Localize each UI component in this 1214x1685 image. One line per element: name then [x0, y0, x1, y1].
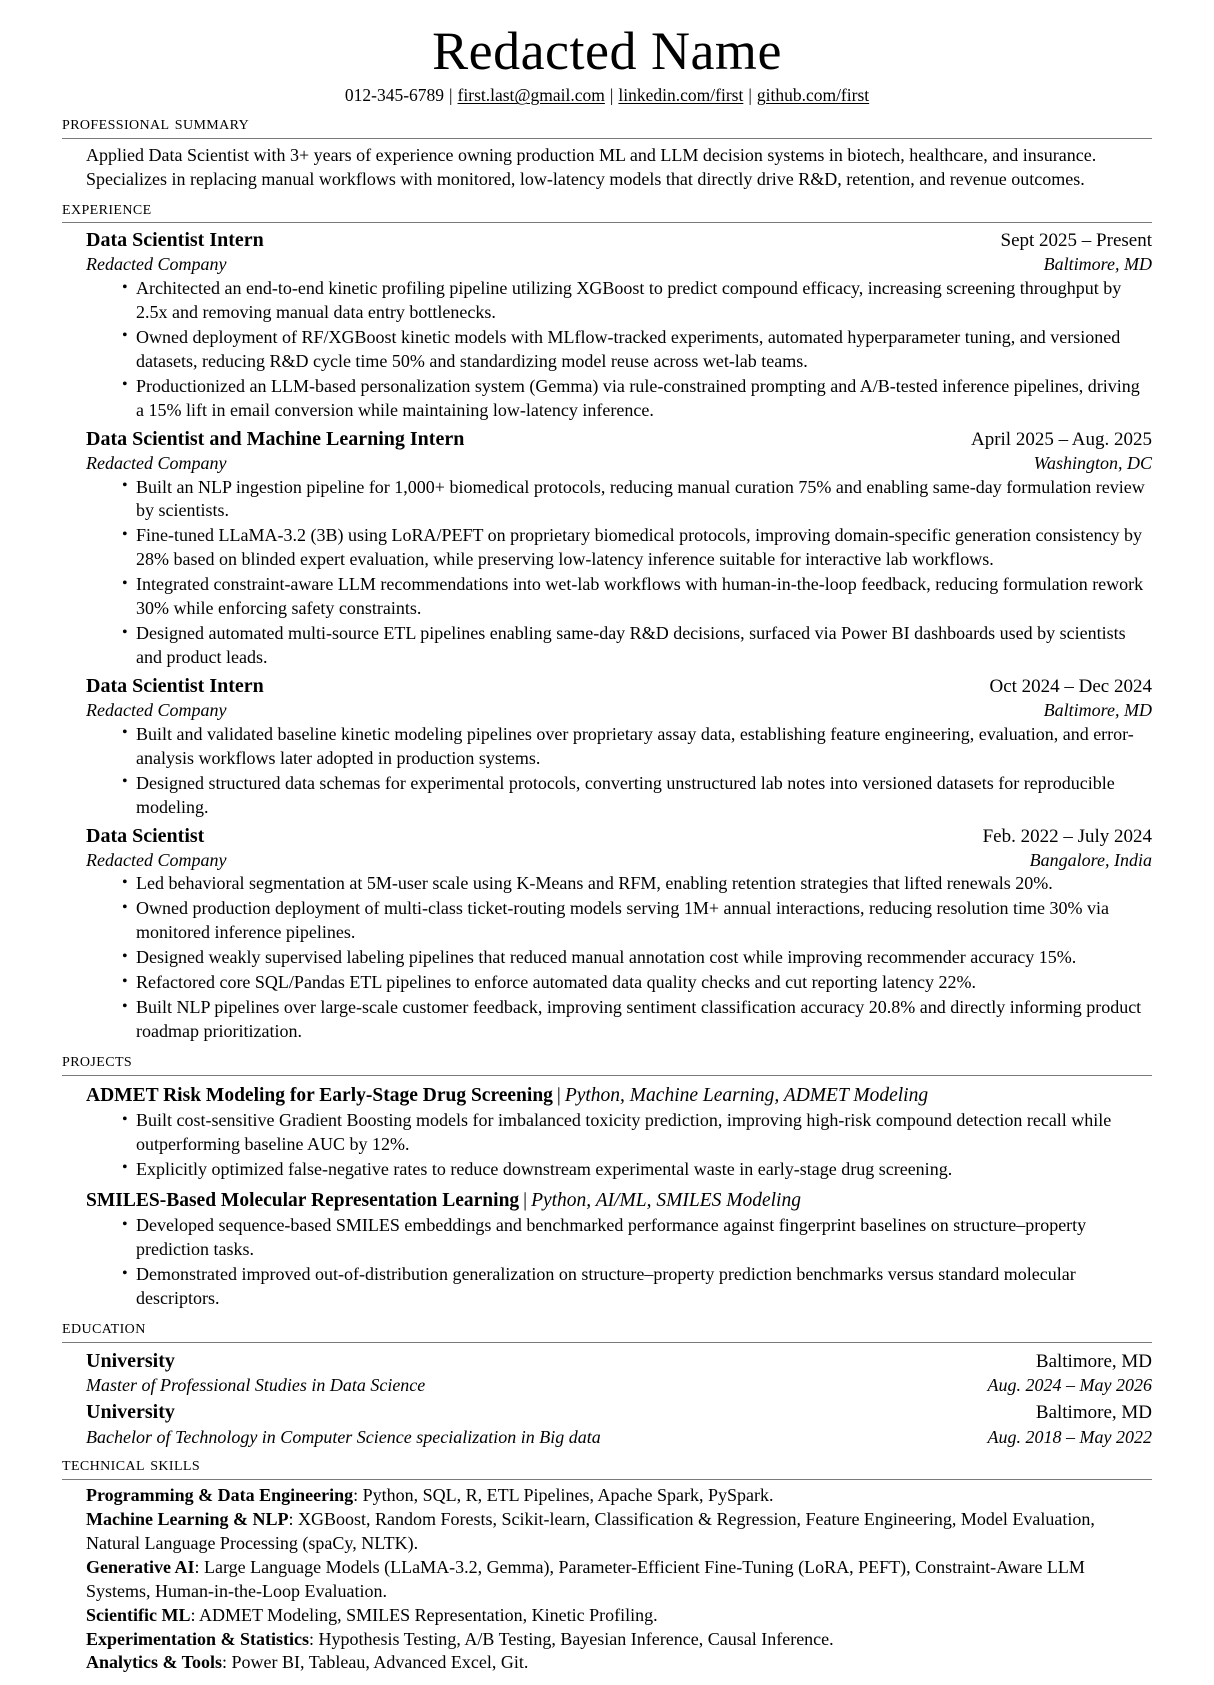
job-dates: Sept 2025 – Present [1000, 230, 1152, 252]
skill-category-value: : Python, SQL, R, ETL Pipelines, Apache Spark, PySpark. [353, 1484, 774, 1505]
job-title: Data Scientist [86, 824, 205, 847]
experience-entry [86, 225, 1152, 422]
degree-name: Bachelor of Technology in Computer Science specialization in Big data [86, 1426, 601, 1447]
skill-category-label: Scientific ML [86, 1604, 191, 1625]
candidate-name: Redacted Name [432, 21, 782, 81]
section-title-education: education [62, 1316, 146, 1338]
skill-category-value: : Power BI, Tableau, Advanced Excel, Git. [222, 1652, 529, 1673]
bullet-item: • Integrated constraint-aware LLM recommendations into wet-lab workflows with human-in-the-loop feedback, reducing formulation rework 30% while enforcing safety constraints. [122, 573, 1152, 621]
skill-category-label: Experimentation & Statistics [86, 1628, 309, 1649]
section-divider [62, 1479, 1152, 1480]
contact-line [62, 84, 1152, 107]
project-header [86, 1189, 1152, 1213]
section-title-experience: experience [62, 197, 152, 219]
education-school-row [86, 1400, 1152, 1425]
bullet-item: • Designed weakly supervised labeling pipelines that reduced manual annotation cost while improving recommender accuracy 15%. [122, 946, 1152, 970]
experience-company-row [86, 253, 1152, 276]
skill-category-label: Machine Learning & NLP [86, 1508, 289, 1529]
degree-dates: Aug. 2024 – May 2026 [987, 1374, 1152, 1395]
experience-title-row [86, 674, 1152, 699]
company-name: Redacted Company [86, 700, 227, 721]
skill-line [86, 1508, 1152, 1556]
summary-body [86, 141, 1152, 192]
job-dates: Feb. 2022 – July 2024 [982, 825, 1152, 847]
skill-line [86, 1604, 1152, 1628]
job-dates: April 2025 – Aug. 2025 [970, 428, 1152, 450]
bullet-item: • Owned deployment of RF/XGBoost kinetic models with MLflow-tracked experiments, automated hyperparameter tuning, and versioned datasets, reducing R&D cycle time 50% and standardizing model reuse across wet-lab teams. [122, 326, 1152, 374]
company-name: Redacted Company [86, 849, 227, 870]
bullet-item: • Built NLP pipelines over large-scale customer feedback, improving sentiment classification accuracy 20.8% and directly informing product roadmap prioritization. [122, 996, 1152, 1044]
bullet-item: • Built and validated baseline kinetic modeling pipelines over proprietary assay data, establishing feature engineering, evaluation, and error-analysis workflows later adopted in production systems. [122, 723, 1152, 771]
project-entry [86, 1183, 1152, 1311]
resume-header [62, 22, 1152, 107]
project-tech-stack: Python, AI/ML, SMILES Modeling [531, 1189, 801, 1211]
skill-category-label: Programming & Data Engineering [86, 1484, 354, 1505]
bullet-item: • Explicitly optimized false-negative rates to reduce downstream experimental waste in early-stage drug screening. [122, 1158, 1152, 1182]
project-header [86, 1084, 1152, 1108]
bullet-list [86, 723, 1152, 820]
section-title-projects: projects [62, 1050, 133, 1072]
skill-line [86, 1628, 1152, 1652]
education-degree-row [86, 1426, 1152, 1449]
bullet-item: • Demonstrated improved out-of-distribution generalization on structure–property prediction benchmarks versus standard molecular descriptors. [122, 1263, 1152, 1311]
school-location: Baltimore, MD [1035, 1350, 1152, 1372]
bullet-item: • Built cost-sensitive Gradient Boosting models for imbalanced toxicity prediction, improving high-risk compound detection recall while outperforming baseline AUC by 12%. [122, 1109, 1152, 1157]
job-location: Baltimore, MD [1043, 254, 1152, 275]
skills-list [86, 1484, 1152, 1676]
contact-separator-1: | [449, 85, 453, 106]
bullet-list [86, 872, 1152, 1044]
projects-list [62, 1078, 1152, 1311]
section-divider [62, 1075, 1152, 1076]
summary-text: Applied Data Scientist with 3+ years of experience owning production ML and LLM decision systems in biotech, healthcare, and insurance. Specializes in replacing manual workflows with monitored, low-latency models that directly drive R&D, retention, and revenue outcomes. [86, 144, 1097, 189]
section-experience [62, 198, 1152, 1044]
experience-entry [86, 424, 1152, 670]
bullet-list [86, 1109, 1152, 1182]
education-degree-row [86, 1374, 1152, 1397]
education-entry [86, 1396, 1152, 1448]
bullet-list [86, 476, 1152, 671]
bullet-item: • Led behavioral segmentation at 5M-user scale using K-Means and RFM, enabling retention strategies that lifted renewals 20%. [122, 872, 1152, 896]
job-title: Data Scientist Intern [86, 675, 264, 697]
job-location: Bangalore, India [1029, 849, 1152, 870]
company-name: Redacted Company [86, 254, 227, 275]
bullet-list [86, 277, 1152, 423]
section-professional-summary [62, 113, 1152, 191]
bullet-item: • Productionized an LLM-based personalization system (Gemma) via rule-constrained prompting and A/B-tested inference pipelines, driving a 15% lift in email conversion while maintaining low-latency inference. [122, 375, 1152, 423]
bullet-item: • Developed sequence-based SMILES embeddings and benchmarked performance against fingerprint baselines on structure–property prediction tasks. [122, 1214, 1152, 1262]
project-tech-stack: Python, Machine Learning, ADMET Modeling [564, 1084, 929, 1106]
degree-dates: Aug. 2018 – May 2022 [987, 1426, 1152, 1447]
section-divider [62, 222, 1152, 223]
email-link[interactable]: first.last@gmail.com [457, 85, 605, 106]
project-divider: | [523, 1189, 528, 1211]
skill-category-label: Analytics & Tools [86, 1652, 223, 1673]
project-entry [86, 1078, 1152, 1182]
contact-separator-2: | [609, 85, 614, 106]
education-school-row [86, 1349, 1152, 1374]
bullet-item: • Designed structured data schemas for experimental protocols, converting unstructured lab notes into versioned datasets for reproducible modeling. [122, 772, 1152, 820]
company-name: Redacted Company [86, 452, 227, 473]
experience-list [62, 225, 1152, 1044]
experience-title-row [86, 228, 1152, 253]
contact-separator-3: | [748, 85, 752, 106]
project-divider: | [556, 1084, 561, 1106]
experience-company-row [86, 849, 1152, 872]
bullet-item: • Designed automated multi-source ETL pipelines enabling same-day R&D decisions, surfaced via Power BI dashboards used by scientists and product leads. [122, 622, 1152, 670]
bullet-item: • Built an NLP ingestion pipeline for 1,000+ biomedical protocols, reducing manual curation 75% and enabling same-day formulation review by scientists. [122, 476, 1152, 524]
job-title: Data Scientist Intern [86, 229, 264, 252]
section-title-skills: technical skills [62, 1454, 201, 1476]
skill-category-value: : Hypothesis Testing, A/B Testing, Bayesian Inference, Causal Inference. [308, 1628, 834, 1649]
bullet-item: • Owned production deployment of multi-class ticket-routing models serving 1M+ annual interactions, reducing resolution time 30% via monitored inference pipelines. [122, 897, 1152, 945]
project-name: ADMET Risk Modeling for Early-Stage Drug Screening [86, 1084, 553, 1106]
education-entry [86, 1345, 1152, 1397]
job-location: Baltimore, MD [1043, 700, 1152, 721]
bullet-item: • Refactored core SQL/Pandas ETL pipelines to enforce automated data quality checks and cut reporting latency 22%. [122, 971, 1152, 995]
education-list [62, 1345, 1152, 1449]
job-title: Data Scientist and Machine Learning Intern [86, 427, 465, 450]
experience-title-row [86, 824, 1152, 849]
skill-category-value: : XGBoost, Random Forests, Scikit-learn, Classification & Regression, Feature Engineering, Model Evaluation, Natural Language Processing (spaCy, NLTK). [86, 1508, 1095, 1553]
skill-line [86, 1651, 1152, 1675]
project-name: SMILES-Based Molecular Representation Learning [86, 1189, 520, 1211]
job-location: Washington, DC [1033, 452, 1152, 473]
skill-line [86, 1484, 1152, 1508]
section-divider [62, 138, 1152, 139]
skill-category-label: Generative AI [86, 1556, 195, 1577]
section-title-summary: professional summary [62, 113, 250, 135]
phone-number: 012-345-6789 [344, 85, 445, 106]
bullet-item: • Architected an end-to-end kinetic profiling pipeline utilizing XGBoost to predict compound efficacy, increasing screening throughput by 2.5x and removing manual data entry bottlenecks. [122, 277, 1152, 325]
degree-name: Master of Professional Studies in Data Science [86, 1374, 426, 1395]
section-divider [62, 1342, 1152, 1343]
experience-title-row [86, 427, 1152, 452]
section-projects [62, 1050, 1152, 1311]
experience-entry [86, 671, 1152, 820]
school-name: University [86, 1349, 175, 1372]
skill-category-value: : Large Language Models (LLaMA-3.2, Gemma), Parameter-Efficient Fine-Tuning (LoRA, PEFT), Constraint-Aware LLM Systems, Human-in-the-Loop Evaluation. [86, 1556, 1085, 1601]
job-dates: Oct 2024 – Dec 2024 [989, 676, 1152, 697]
skill-category-value: : ADMET Modeling, SMILES Representation, Kinetic Profiling. [190, 1604, 658, 1625]
experience-entry [86, 821, 1152, 1044]
section-education [62, 1317, 1152, 1448]
skill-line [86, 1556, 1152, 1604]
linkedin-link[interactable]: linkedin.com/first [618, 85, 744, 106]
school-name: University [86, 1401, 175, 1424]
github-link[interactable]: github.com/first [756, 85, 870, 106]
experience-company-row [86, 699, 1152, 722]
experience-company-row [86, 452, 1152, 475]
school-location: Baltimore, MD [1035, 1402, 1152, 1424]
bullet-item: • Fine-tuned LLaMA-3.2 (3B) using LoRA/PEFT on proprietary biomedical protocols, improving domain-specific generation consistency by 28% based on blinded expert evaluation, while preserving low-latency inference suitable for interactive lab workflows. [122, 524, 1152, 572]
section-technical-skills [62, 1454, 1152, 1675]
bullet-list [86, 1214, 1152, 1311]
